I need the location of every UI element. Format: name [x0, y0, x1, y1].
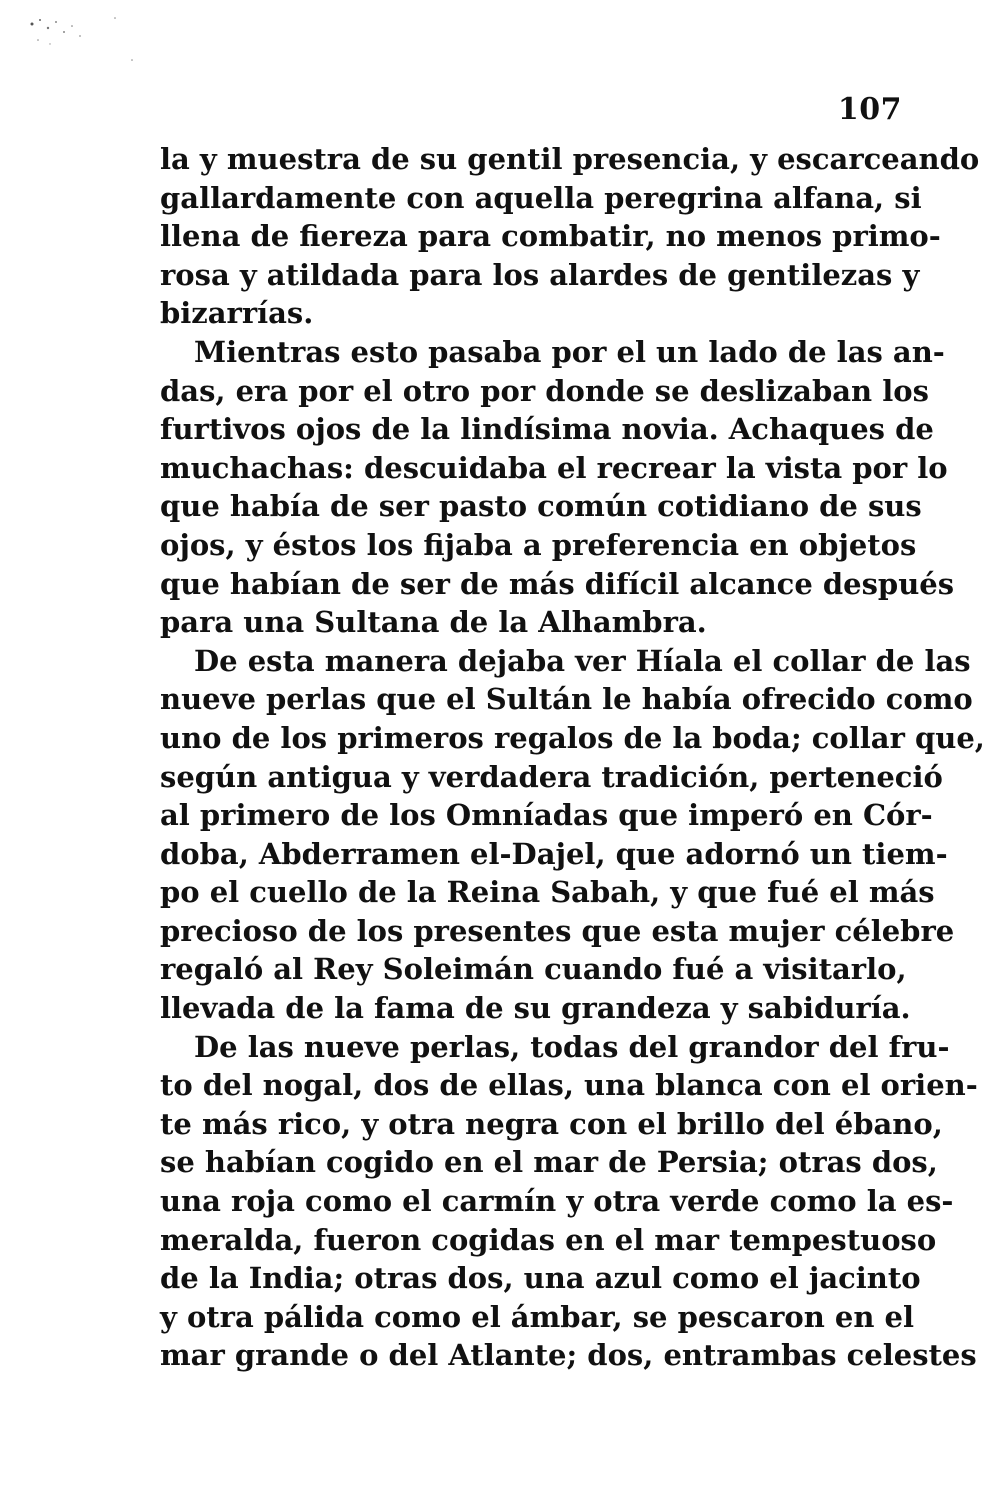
- text-line: bizarrías.: [160, 296, 314, 331]
- paragraph-1: [160, 140, 980, 333]
- text-line: precioso de los presentes que esta mujer célebre: [160, 913, 955, 948]
- scan-speck: [114, 17, 116, 19]
- text-line: llevada de la fama de su grandeza y sabiduría.: [160, 991, 911, 1026]
- text-line: y otra pálida como el ámbar, se pescaron en el: [160, 1299, 914, 1334]
- text-line: Mientras esto pasaba por el un lado de las an-: [194, 334, 945, 369]
- text-line: según antigua y verdadera tradición, perteneció: [160, 759, 943, 794]
- paragraph-4: [160, 1028, 978, 1375]
- text-line: doba, Abderramen el-Dajel, que adornó un tiem-: [160, 836, 948, 871]
- text-line: furtivos ojos de la lindísima novia. Achaques de: [160, 412, 934, 447]
- text-line: De esta manera dejaba ver Híala el collar de las: [194, 643, 971, 678]
- text-line: meralda, fueron cogidas en el mar tempestuoso: [160, 1222, 937, 1257]
- text-line: nueve perlas que el Sultán le había ofrecido como: [160, 682, 973, 717]
- paragraph-2: [160, 333, 955, 642]
- text-line: llena de fiereza para combatir, no menos primo-: [160, 219, 941, 254]
- text-line: po el cuello de la Reina Sabah, y que fué el más: [160, 875, 935, 910]
- scan-speck: [37, 39, 39, 41]
- text-line: De las nueve perlas, todas del grandor del fru-: [194, 1029, 950, 1064]
- text-line: ojos, y éstos los fijaba a preferencia en objetos: [160, 527, 917, 562]
- text-line: muchachas: descuidaba el recrear la vista por lo: [160, 450, 948, 485]
- scan-speck: [71, 25, 73, 27]
- page-number: 107: [837, 92, 902, 127]
- scan-speck: [49, 43, 50, 44]
- text-line: para una Sultana de la Alhambra.: [160, 605, 707, 640]
- text-line: rosa y atildada para los alardes de gentilezas y: [160, 257, 920, 292]
- text-line: de la India; otras dos, una azul como el jacinto: [160, 1261, 921, 1296]
- scan-speck: [31, 23, 34, 26]
- body-text: [160, 140, 985, 1375]
- text-line: mar grande o del Atlante; dos, entrambas celestes: [160, 1338, 977, 1373]
- scan-noise-marks: [20, 10, 140, 80]
- text-line: te más rico, y otra negra con el brillo del ébano,: [160, 1106, 943, 1141]
- text-line: la y muestra de su gentil presencia, y escarceando: [160, 142, 980, 176]
- text-line: que habían de ser de más difícil alcance después: [160, 566, 955, 601]
- text-line: das, era por el otro por donde se deslizaban los: [160, 373, 929, 408]
- scan-speck: [79, 35, 81, 37]
- text-line: al primero de los Omníadas que imperó en Cór-: [160, 798, 933, 833]
- text-line: to del nogal, dos de ellas, una blanca con el orien-: [160, 1068, 978, 1103]
- paragraph-3: [160, 642, 985, 1028]
- text-line: gallardamente con aquella peregrina alfana, si: [160, 180, 922, 215]
- text-line: uno de los primeros regalos de la boda; collar que,: [160, 720, 985, 755]
- text-line: se habían cogido en el mar de Persia; otras dos,: [160, 1145, 938, 1180]
- scan-speck: [131, 59, 133, 61]
- text-line: que había de ser pasto común cotidiano de sus: [160, 489, 922, 524]
- text-line: una roja como el carmín y otra verde como la es-: [160, 1184, 954, 1219]
- scan-speck: [39, 19, 41, 21]
- scan-speck: [63, 31, 65, 33]
- scan-speck: [47, 27, 49, 29]
- scan-speck: [55, 21, 57, 23]
- text-line: regaló al Rey Soleimán cuando fué a visitarlo,: [160, 952, 907, 987]
